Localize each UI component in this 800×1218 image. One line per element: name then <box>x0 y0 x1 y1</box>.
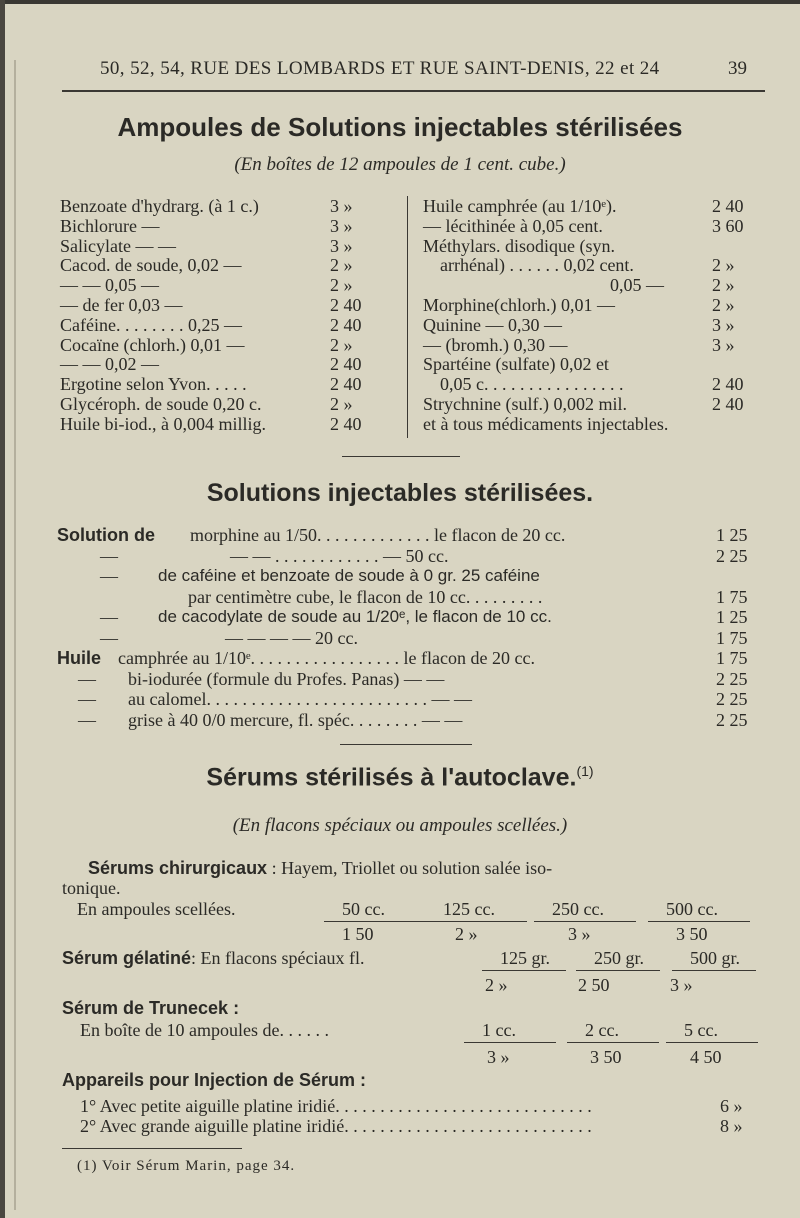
ampoule-item-name: Morphine(chlorh.) 0,01 — <box>423 295 615 315</box>
ampoule-item-price: 2 » <box>712 255 735 276</box>
gelatine-text: : En flacons spéciaux fl. <box>191 948 365 968</box>
ampoule-item-name: Spartéine (sulfate) 0,02 et <box>423 354 609 375</box>
trunecek-size: 2 cc. <box>585 1020 619 1040</box>
running-header: 50, 52, 54, RUE DES LOMBARDS ET RUE SAINT-DENIS, 22 et 24 <box>100 58 660 79</box>
ampoule-item-name: Caféine. . . . . . . . 0,25 — <box>60 314 242 335</box>
ampoule-item-name: — (bromh.) 0,30 — <box>423 334 568 355</box>
solution-text: grise à 40 0/0 mercure, fl. spéc. . . . . . . . — — <box>128 709 463 730</box>
solution-price: 1 75 <box>716 648 748 668</box>
trunecek-label: Sérum de Trunecek : <box>62 998 240 1018</box>
ampoule-item-name: Quinine — 0,30 — <box>423 314 562 335</box>
solution-lead: Huile <box>57 648 102 668</box>
ampoule-item-price: 2 40 <box>330 314 362 335</box>
ampoule-item-name: Bichlorure — <box>60 215 160 236</box>
footnote: (1) Voir Sérum Marin, page 34. <box>77 1158 296 1174</box>
page-fold-line <box>14 60 16 1210</box>
gelatine-size: 500 gr. <box>690 948 741 968</box>
ampoule-item-name: Glycéroph. de soude 0,20 c. <box>60 394 262 414</box>
ampoule-item-price: 2 » <box>330 394 353 414</box>
ampoule-price: 2 » <box>455 924 478 944</box>
ampoule-item-price: 3 60 <box>712 215 744 236</box>
ampoule-size: 50 cc. <box>342 899 385 919</box>
ampoule-item-price: 2 » <box>330 275 353 296</box>
apparatus-item: 2° Avec grande aiguille platine iridié. . . . . . . . . . . . . . . . . . . . . . . . . . . . <box>80 1116 592 1136</box>
ampoule-item-price: 2 » <box>330 334 353 355</box>
ampoule-item-price: 2 » <box>712 275 735 296</box>
ampoule-item-price: 3 » <box>330 196 353 216</box>
solution-text: au calomel. . . . . . . . . . . . . . . . . . . . . . . . . — — <box>128 689 472 709</box>
ampoule-size: 125 cc. <box>443 899 495 919</box>
gelatine-line <box>62 948 365 968</box>
ampoule-item-price: 3 » <box>712 314 735 335</box>
ampoule-item-name: et à tous médicaments injectables. <box>423 413 669 434</box>
column-divider <box>407 196 408 438</box>
ampoule-item-name: Strychnine (sulf.) 0,002 mil. <box>423 394 627 414</box>
trunecek-price: 4 50 <box>690 1047 722 1067</box>
ampoule-item-price: 2 40 <box>330 295 362 315</box>
solution-price: 2 25 <box>716 689 748 709</box>
ampoule-item-price: 2 40 <box>330 354 362 375</box>
solution-text: bi-iodurée (formule du Profes. Panas) — — <box>128 668 445 689</box>
gelatine-price: 2 » <box>485 975 508 995</box>
footnote-ref: (1) <box>576 763 594 779</box>
trunecek-size: 1 cc. <box>482 1020 516 1040</box>
ampoule-item-name: Cacod. de soude, 0,02 — <box>60 255 242 276</box>
apparatus-price: 8 » <box>720 1116 743 1136</box>
ampoule-item-name: Ergotine selon Yvon. . . . . <box>60 374 247 395</box>
surgical-serums-text: : Hayem, Triollet ou solution salée iso- <box>271 858 553 878</box>
solution-price: 1 25 <box>716 607 748 627</box>
section-divider-1 <box>342 456 460 457</box>
page-edge-top <box>0 0 800 4</box>
solution-price: 1 75 <box>716 627 748 648</box>
ampoule-price: 3 » <box>568 924 591 944</box>
surgical-serums-line <box>88 858 552 878</box>
page-number: 39 <box>728 58 747 79</box>
solution-lead: — <box>100 607 118 627</box>
ampoule-size-rule <box>324 921 426 922</box>
solution-text: camphrée au 1/10ᵉ. . . . . . . . . . . . . . . . . le flacon de 20 cc. <box>118 648 535 668</box>
gelatine-size-rule <box>672 970 756 971</box>
solution-text: de caféine et benzoate de soude à 0 gr. 25 caféine <box>158 566 540 585</box>
footnote-rule <box>62 1148 242 1149</box>
ampoule-item-name: Méthylars. disodique (syn. <box>423 235 615 256</box>
gelatine-price: 2 50 <box>578 975 610 995</box>
apparatus-item: 1° Avec petite aiguille platine iridié. . . . . . . . . . . . . . . . . . . . . . . . . . . . . <box>80 1096 592 1116</box>
ampoule-item-price: 2 » <box>330 255 353 276</box>
section-title-serums <box>0 763 800 792</box>
ampoule-size: 500 cc. <box>666 899 718 919</box>
solution-lead: — <box>100 627 118 648</box>
ampoule-item-name: Cocaïne (chlorh.) 0,01 — <box>60 334 245 355</box>
solution-text: morphine au 1/50. . . . . . . . . . . . . le flacon de 20 cc. <box>190 525 566 545</box>
solution-lead: — <box>78 709 96 730</box>
ampoule-item-price: 3 » <box>330 235 353 256</box>
header-rule <box>62 90 765 92</box>
trunecek-price: 3 » <box>487 1047 510 1067</box>
section-subtitle-ampoules: (En boîtes de 12 ampoules de 1 cent. cube.) <box>234 154 566 175</box>
trunecek-price: 3 50 <box>590 1047 622 1067</box>
ampoule-item-name: — — 0,02 — <box>60 354 159 375</box>
serums-title-text: Sérums stérilisés à l'autoclave. <box>206 763 577 792</box>
ampoule-item-price: 2 » <box>712 295 735 315</box>
section-subtitle-serums: (En flacons spéciaux ou ampoules scellées.) <box>232 815 568 836</box>
solution-price: 1 25 <box>716 525 748 545</box>
ampoule-item-price: 3 » <box>712 334 735 355</box>
ampoule-size: 250 cc. <box>552 899 604 919</box>
ampoule-item-name: — — 0,05 — <box>60 275 159 296</box>
solution-lead: — <box>78 689 96 709</box>
ampoule-price: 3 50 <box>676 924 708 944</box>
gelatine-label: Sérum gélatiné <box>62 948 192 968</box>
ampoule-item-name: Huile bi-iod., à 0,004 millig. <box>60 413 266 434</box>
gelatine-price: 3 » <box>670 975 693 995</box>
ampoule-item-name: Benzoate d'hydrarg. (à 1 c.) <box>60 196 259 216</box>
solution-text: — — — — 20 cc. <box>225 627 358 648</box>
section-title-ampoules: Ampoules de Solutions injectables stérilisées <box>117 112 683 142</box>
solution-text: — — . . . . . . . . . . . . — 50 cc. <box>230 545 449 566</box>
ampoule-item-name: 0,05 — <box>610 275 664 296</box>
gelatine-size: 125 gr. <box>500 948 551 968</box>
solution-price: 2 25 <box>716 668 748 689</box>
gelatine-size: 250 gr. <box>594 948 645 968</box>
section-divider-2 <box>340 744 472 745</box>
solution-price: 1 75 <box>716 586 748 607</box>
surgical-serums-label: Sérums chirurgicaux <box>88 858 268 878</box>
ampoule-size-rule <box>648 921 750 922</box>
trunecek-size-rule <box>567 1042 659 1043</box>
gelatine-size-rule <box>482 970 566 971</box>
ampoule-item-price: 2 40 <box>712 394 744 414</box>
ampoule-item-name: — de fer 0,03 — <box>60 295 183 315</box>
page-edge-left <box>0 0 5 1218</box>
solution-text: de cacodylate de soude au 1/20ᵉ, le flacon de 10 cc. <box>158 607 552 626</box>
solution-text: par centimètre cube, le flacon de 10 cc. . . . . . . . . <box>188 586 543 607</box>
gelatine-size-rule <box>576 970 660 971</box>
solution-lead: — <box>100 566 118 586</box>
surgical-serums-line-2: tonique. <box>62 878 121 898</box>
ampoule-size-rule <box>534 921 636 922</box>
trunecek-size: 5 cc. <box>684 1020 718 1040</box>
trunecek-text: En boîte de 10 ampoules de. . . . . . <box>80 1020 329 1040</box>
ampoule-item-name: Salicylate — — <box>60 235 176 256</box>
ampoule-item-price: 3 » <box>330 215 353 236</box>
apparatus-price: 6 » <box>720 1096 743 1116</box>
ampoule-item-price: 2 40 <box>712 196 744 216</box>
ampoule-item-name: — lécithinée à 0,05 cent. <box>423 215 603 236</box>
ampoule-item-price: 2 40 <box>330 374 362 395</box>
ampoule-item-name: 0,05 c. . . . . . . . . . . . . . . . <box>440 374 624 395</box>
ampoule-size-rule <box>425 921 527 922</box>
solution-price: 2 25 <box>716 709 748 730</box>
ampoule-price: 1 50 <box>342 924 374 944</box>
ampoule-item-price: 2 40 <box>330 413 362 434</box>
solution-lead: Solution de <box>57 525 155 545</box>
ampoule-item-price: 2 40 <box>712 374 744 395</box>
section-title-solutions: Solutions injectables stérilisées. <box>206 479 594 507</box>
ampoule-item-name: arrhénal) . . . . . . 0,02 cent. <box>440 255 634 276</box>
ampoules-label: En ampoules scellées. <box>77 899 236 919</box>
trunecek-size-rule <box>464 1042 556 1043</box>
apparatus-label: Appareils pour Injection de Sérum : <box>62 1070 367 1090</box>
trunecek-size-rule <box>666 1042 758 1043</box>
solution-lead: — <box>100 545 118 566</box>
solution-price: 2 25 <box>716 545 748 566</box>
ampoule-item-name: Huile camphrée (au 1/10ᵉ). <box>423 196 617 216</box>
solution-lead: — <box>78 668 96 689</box>
